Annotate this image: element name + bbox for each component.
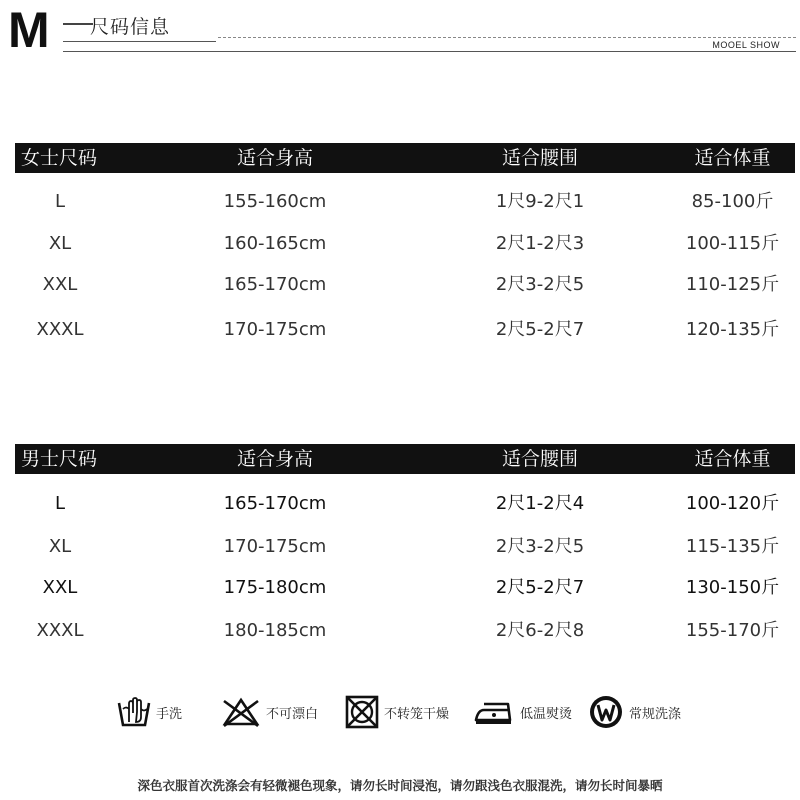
table-row [15, 611, 795, 651]
size-cell: L [54, 493, 66, 514]
height-cell: 155-160cm [223, 191, 327, 212]
height-cell: 160-165cm [223, 233, 327, 254]
waist-cell: 2尺1-2尺4 [495, 493, 585, 514]
height-cell: 165-170cm [223, 493, 327, 514]
size-cell: L [54, 191, 66, 212]
header-waist: 适合腰围 [501, 147, 578, 169]
table-row [15, 568, 795, 608]
size-cell: XXL [42, 577, 78, 598]
size-cell: XL [48, 233, 72, 254]
table-row [15, 310, 795, 350]
header-weight: 适合体重 [694, 448, 771, 470]
footer-note: 深色衣服首次洗涤会有轻微褪色现象，请勿长时间浸泡，请勿跟浅色衣服混洗，请勿长时间暴晒 [137, 778, 663, 793]
weight-cell: 115-135斤 [685, 536, 780, 557]
size-cell: XL [48, 536, 72, 557]
height-cell: 180-185cm [223, 620, 327, 641]
weight-cell: 155-170斤 [685, 620, 780, 641]
weight-cell: 100-120斤 [685, 493, 780, 514]
size-cell: XXXL [36, 620, 84, 641]
header-rule-top [63, 23, 93, 25]
waist-cell: 1尺9-2尺1 [495, 191, 585, 212]
care-no-tumble-dry [344, 692, 449, 732]
header-rule-long [63, 51, 796, 52]
size-cell: XXXL [36, 319, 84, 340]
low-iron-icon [472, 696, 516, 728]
size-cell: XXL [42, 274, 78, 295]
header-height: 适合身高 [236, 448, 313, 470]
header-weight: 适合体重 [694, 147, 771, 169]
header-size: 女士尺码 [21, 147, 98, 169]
height-cell: 165-170cm [223, 274, 327, 295]
table-row [15, 265, 795, 305]
care-label: 不转笼干燥 [384, 706, 450, 722]
height-cell: 175-180cm [223, 577, 327, 598]
header-size: 男士尺码 [21, 448, 98, 470]
waist-cell: 2尺5-2尺7 [495, 577, 585, 598]
hand-wash-icon [116, 695, 152, 729]
care-label: 不可漂白 [266, 706, 319, 722]
table-row [15, 224, 795, 264]
care-low-iron [472, 692, 572, 732]
weight-cell: 100-115斤 [685, 233, 780, 254]
weight-cell: 110-125斤 [685, 274, 780, 295]
waist-cell: 2尺6-2尺8 [495, 620, 585, 641]
care-hand-wash [116, 692, 182, 732]
care-no-bleach [220, 692, 318, 732]
table-row [15, 527, 795, 567]
header-rule-short [63, 41, 216, 42]
weight-cell: 130-150斤 [685, 577, 780, 598]
waist-cell: 2尺1-2尺3 [495, 233, 585, 254]
no-tumble-dry-icon [344, 694, 380, 730]
waist-cell: 2尺3-2尺5 [495, 274, 585, 295]
men-table-header [15, 444, 795, 474]
care-label: 常规洗涤 [629, 706, 682, 722]
weight-cell: 85-100斤 [691, 191, 774, 212]
height-cell: 170-175cm [223, 319, 327, 340]
women-table-header [15, 143, 795, 173]
height-cell: 170-175cm [223, 536, 327, 557]
header-dashed-rule [218, 37, 796, 38]
waist-cell: 2尺3-2尺5 [495, 536, 585, 557]
table-row [15, 182, 795, 222]
care-label: 手洗 [156, 706, 183, 722]
weight-cell: 120-135斤 [685, 319, 780, 340]
regular-wash-icon [587, 693, 625, 731]
header-waist: 适合腰围 [501, 448, 578, 470]
care-label: 低温熨烫 [520, 706, 573, 722]
page-title: 尺码信息 [90, 16, 171, 38]
care-regular-wash [587, 692, 681, 732]
table-row [15, 484, 795, 524]
no-bleach-icon [220, 695, 262, 729]
logo-letter: M [8, 2, 49, 58]
header-height: 适合身高 [236, 147, 313, 169]
waist-cell: 2尺5-2尺7 [495, 319, 585, 340]
header-subtitle: MOOEL SHOW [712, 40, 780, 50]
